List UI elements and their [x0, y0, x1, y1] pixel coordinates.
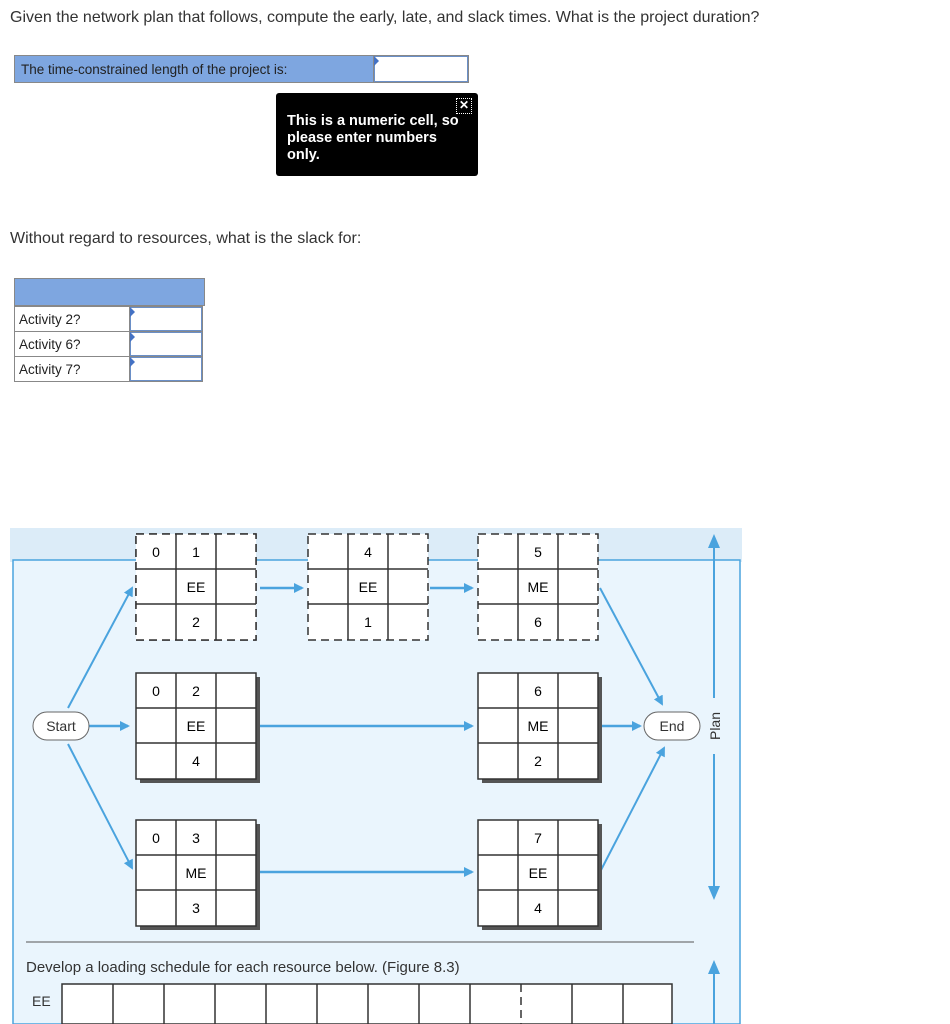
network-diagram: [10, 528, 742, 1024]
plan-label: Plan: [707, 711, 723, 741]
cell-flag-icon: [130, 357, 135, 367]
slack-cell[interactable]: [130, 307, 203, 332]
node-id: 1: [192, 544, 200, 560]
slack-row-label: Activity 2?: [15, 307, 130, 332]
slack-input-activity-7[interactable]: [130, 357, 202, 381]
node-id: 2: [192, 683, 200, 699]
tooltip-text: This is a numeric cell, so please enter numbers only.: [287, 113, 459, 163]
node-id: 7: [534, 830, 542, 846]
table-row: [15, 357, 203, 382]
numeric-tooltip: [276, 93, 478, 176]
cell-flag-icon: [374, 56, 379, 66]
question-duration: Given the network plan that follows, compute the early, late, and slack times. What is the project duration?: [10, 9, 760, 26]
node-resource: EE: [186, 579, 206, 595]
activity-node-7: [478, 820, 602, 930]
duration-table: [14, 55, 469, 83]
slack-table-header: [14, 278, 205, 306]
node-id: 6: [534, 683, 542, 699]
node-start-time: 0: [152, 544, 160, 560]
cell-flag-icon: [130, 332, 135, 342]
node-id: 4: [364, 544, 372, 560]
end-label: End: [659, 718, 685, 734]
activity-node-2: [136, 673, 260, 783]
node-start-time: 0: [152, 830, 160, 846]
node-duration: 3: [192, 900, 200, 916]
node-id: 5: [534, 544, 542, 560]
loading-grid: [62, 984, 672, 1024]
slack-row-label: Activity 7?: [15, 357, 130, 382]
node-duration: 2: [192, 614, 200, 630]
activity-node-4: [308, 534, 428, 640]
activity-node-1: [136, 534, 256, 640]
node-id: 3: [192, 830, 200, 846]
start-label: Start: [46, 718, 76, 734]
node-duration: 6: [534, 614, 542, 630]
slack-input-activity-2[interactable]: [130, 307, 202, 331]
close-icon[interactable]: ✕: [456, 98, 472, 114]
node-resource: ME: [527, 718, 549, 734]
slack-input-activity-6[interactable]: [130, 332, 202, 356]
question-slack: Without regard to resources, what is the slack for:: [10, 230, 362, 247]
node-resource: EE: [358, 579, 378, 595]
node-resource: EE: [186, 718, 206, 734]
loading-row-label: EE: [32, 993, 51, 1009]
node-resource: ME: [527, 579, 549, 595]
node-duration: 4: [192, 753, 200, 769]
duration-label: The time-constrained length of the project is:: [15, 56, 374, 83]
node-resource: EE: [528, 865, 548, 881]
node-duration: 4: [534, 900, 542, 916]
loading-instruction: Develop a loading schedule for each resource below. (Figure 8.3): [26, 959, 460, 976]
table-row: [15, 332, 203, 357]
node-resource: ME: [185, 865, 207, 881]
activity-node-5: [478, 534, 598, 640]
node-duration: 2: [534, 753, 542, 769]
table-row: [15, 307, 203, 332]
cell-flag-icon: [130, 307, 135, 317]
activity-node-3: [136, 820, 260, 930]
activity-node-6: [478, 673, 602, 783]
slack-cell[interactable]: [130, 332, 203, 357]
slack-row-label: Activity 6?: [15, 332, 130, 357]
slack-cell[interactable]: [130, 357, 203, 382]
slack-table: [14, 306, 203, 382]
node-duration: 1: [364, 614, 372, 630]
node-start-time: 0: [152, 683, 160, 699]
duration-input[interactable]: [374, 56, 468, 82]
duration-cell[interactable]: [374, 56, 469, 83]
